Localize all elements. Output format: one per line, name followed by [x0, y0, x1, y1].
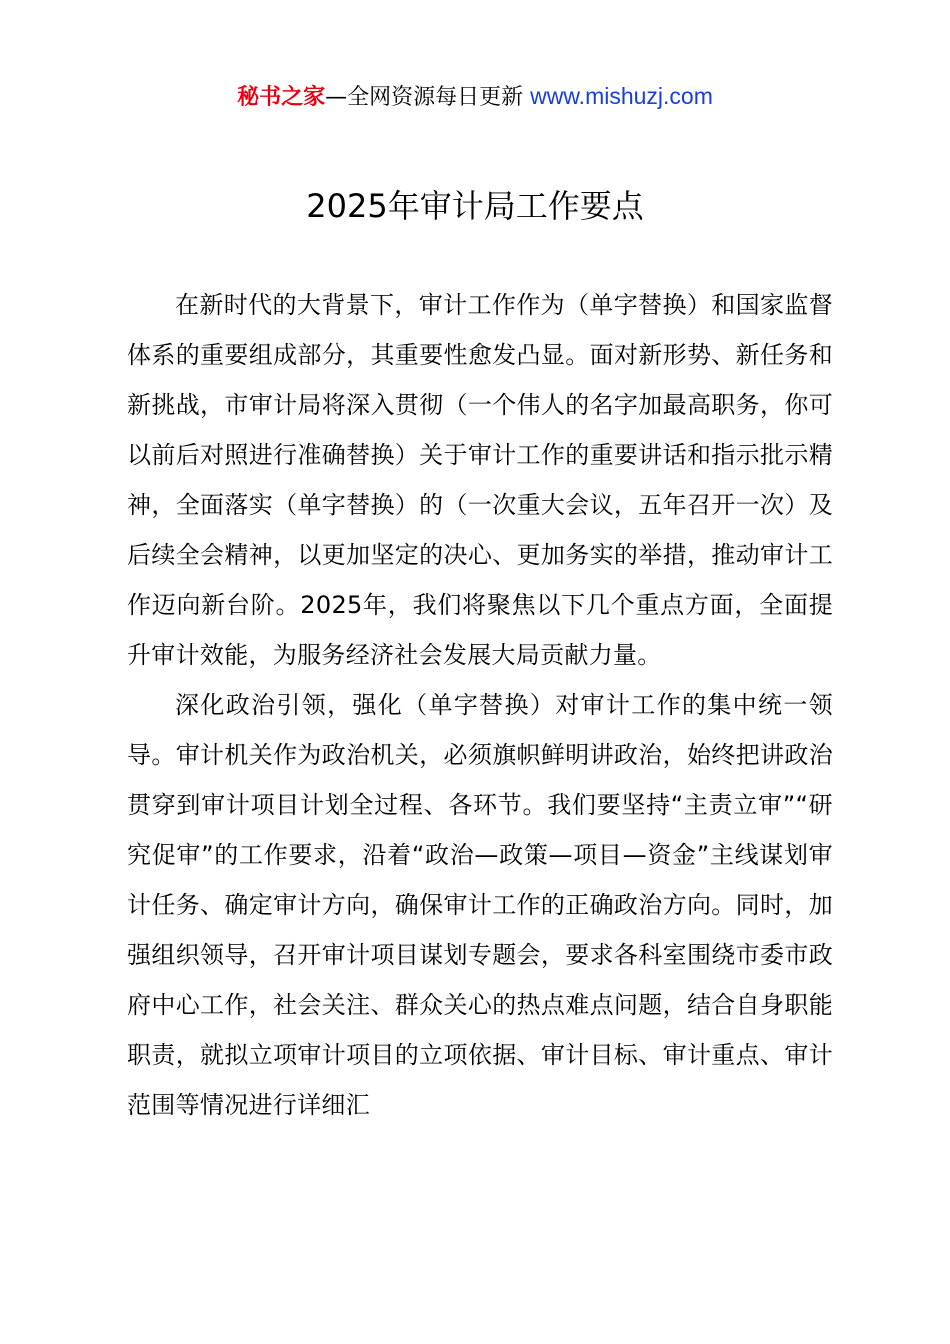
document-title: 2025年审计局工作要点	[306, 187, 644, 225]
site-url-link[interactable]: www.mishuzj.com	[530, 83, 713, 109]
header-tagline: —全网资源每日更新	[325, 85, 531, 110]
paragraph-political-guidance: 深化政治引领，强化（单字替换）对审计工作的集中统一领导。审计机关作为政治机关，必须旗帜鲜明讲政治，始终把讲政治贯穿到审计项目计划全过程、各环节。我们要坚持“主责立审”“研究促审”的工作要求，沿着“政治—政策—项目—资金”主线谋划审计任务、确定审计方向，确保审计工作的正确政治方向。同时，加强组织领导，召开审计项目谋划专题会，要求各科室围绕市委市政府中心工作，社会关注、群众关心的热点难点问题，结合自身职能职责，就拟立项审计项目的立项依据、审计目标、审计重点、审计范围等情况进行详细汇	[127, 691, 833, 1119]
paragraph-intro: 在新时代的大背景下，审计工作作为（单字替换）和国家监督体系的重要组成部分，其重要性愈发凸显。面对新形势、新任务和新挑战，市审计局将深入贯彻（一个伟人的名字加最高职务，你可以前后对照进行准确替换）关于审计工作的重要讲话和指示批示精神，全面落实（单字替换）的（一次重大会议，五年召开一次）及后续全会精神，以更加坚定的决心、更加务实的举措，推动审计工作迈向新台阶。2025年，我们将聚焦以下几个重点方面，全面提升审计效能，为服务经济社会发展大局贡献力量。	[127, 291, 833, 669]
site-header	[0, 80, 950, 114]
brand-name: 秘书之家	[237, 85, 326, 110]
document-body	[127, 280, 833, 1130]
